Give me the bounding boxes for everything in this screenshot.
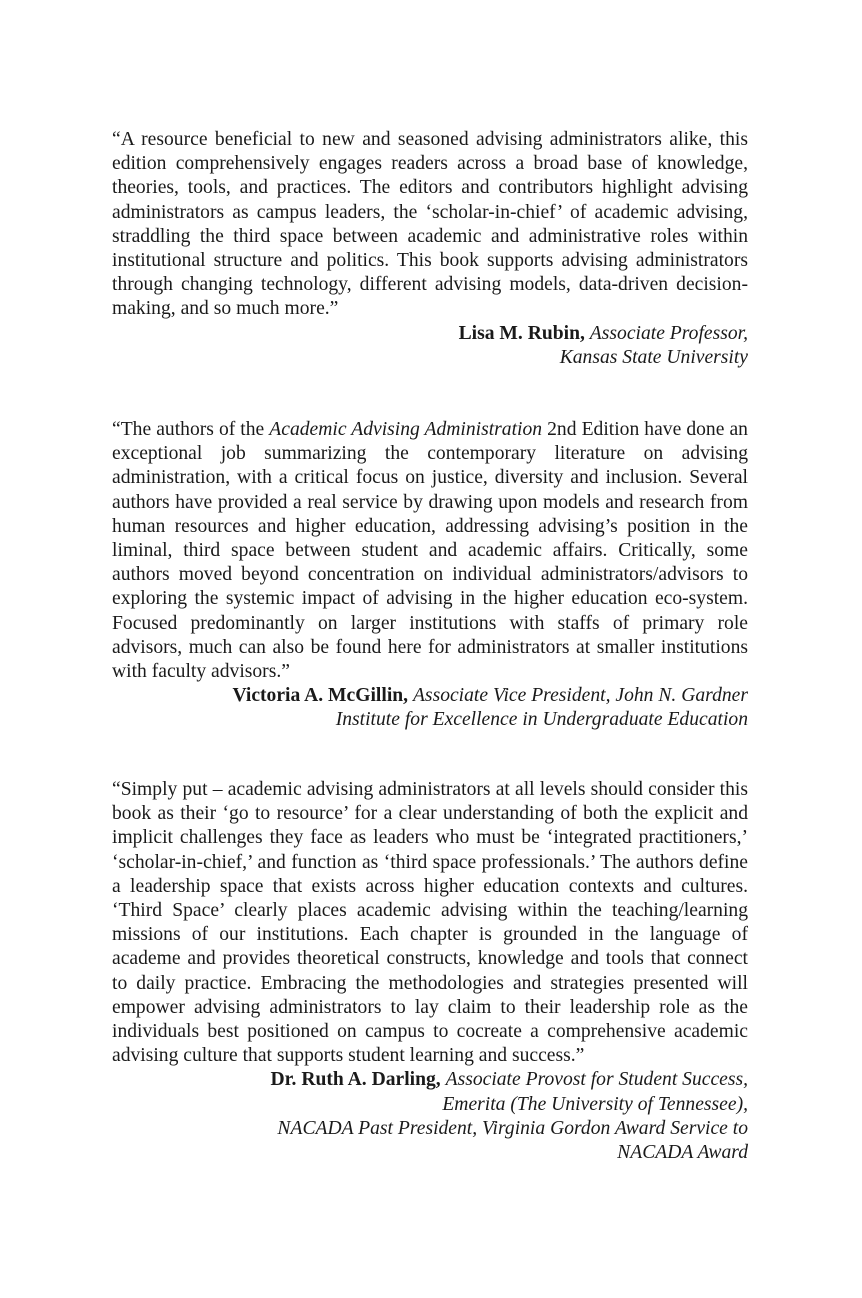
author-name: Lisa M. Rubin, bbox=[458, 322, 585, 344]
author-title: Institute for Excellence in Undergraduate Education bbox=[335, 709, 748, 731]
testimonial-attribution bbox=[112, 1068, 748, 1165]
author-title: Associate Professor, bbox=[589, 322, 748, 344]
author-name: Dr. Ruth A. Darling, bbox=[270, 1069, 441, 1091]
author-title: Associate Vice President, John N. Gardner bbox=[412, 685, 748, 707]
author-title: NACADA Award bbox=[617, 1142, 748, 1164]
testimonial-attribution bbox=[112, 684, 748, 732]
author-title: Emerita (The University of Tennessee), bbox=[442, 1093, 748, 1115]
testimonial-1 bbox=[112, 128, 748, 370]
author-title: Associate Provost for Student Success, bbox=[445, 1069, 748, 1091]
author-title: Kansas State University bbox=[559, 346, 748, 368]
testimonial-quote: “Simply put – academic advising administrators at all levels should consider this book as their ‘go to resource’ for a clear understanding of both the explicit and implicit challenges they face as leaders who must be ‘integrated practitioners,’ ‘scholar-in-chief,’ and function as ‘third space professionals.’ The authors define a leadership space that exists across higher education contexts and cultures. ‘Third Space’ clearly places academic advising within the teaching/learning missions of our institutions. Each chapter is grounded in the language of academe and provides theoretical constructs, knowledge and tools that connect to daily practice. Embracing the methodologies and strategies presented will empower advising administrators to lay claim to their leadership role as the individuals best positioned on campus to cocreate a comprehensive academic advising culture that supports student learning and success.” bbox=[112, 779, 748, 1067]
author-title: NACADA Past President, Virginia Gordon Award Service to bbox=[277, 1117, 748, 1139]
testimonial-3 bbox=[112, 778, 748, 1165]
author-name: Victoria A. McGillin, bbox=[232, 685, 409, 707]
testimonial-2 bbox=[112, 418, 748, 733]
book-title: Academic Advising Administration bbox=[269, 419, 543, 440]
testimonial-quote bbox=[112, 418, 748, 684]
testimonial-quote: “A resource beneficial to new and seasoned advising administrators alike, this edition comprehensively engages readers across a broad base of knowledge, theories, tools, and practices. The editors and contributors highlight advising administrators as campus leaders, the ‘scholar-in-chief’ of academic advising, straddling the third space between academic and administrative roles within institutional structure and politics. This book supports advising administrators through changing technology, different advising models, data-driven decision-making, and so much more.” bbox=[112, 129, 748, 320]
quote-rest: 2nd Edition have done an exceptional job summarizing the contemporary literature on advising administration, with a critical focus on justice, diversity and inclusion. Several authors have provided a real service by drawing upon models and research from human resources and higher education, addressing advising’s position in the liminal, third space between student and academic affairs. Critically, some authors moved beyond concentration on individual administrators/advisors to exploring the systemic impact of advising in the higher education eco-system. Focused predominantly on larger institutions with staffs of primary role advisors, much can also be found here for administrators at smaller institutions with faculty advisors.” bbox=[112, 419, 748, 683]
testimonial-attribution bbox=[112, 322, 748, 370]
quote-prefix: “The authors of the bbox=[112, 419, 270, 440]
